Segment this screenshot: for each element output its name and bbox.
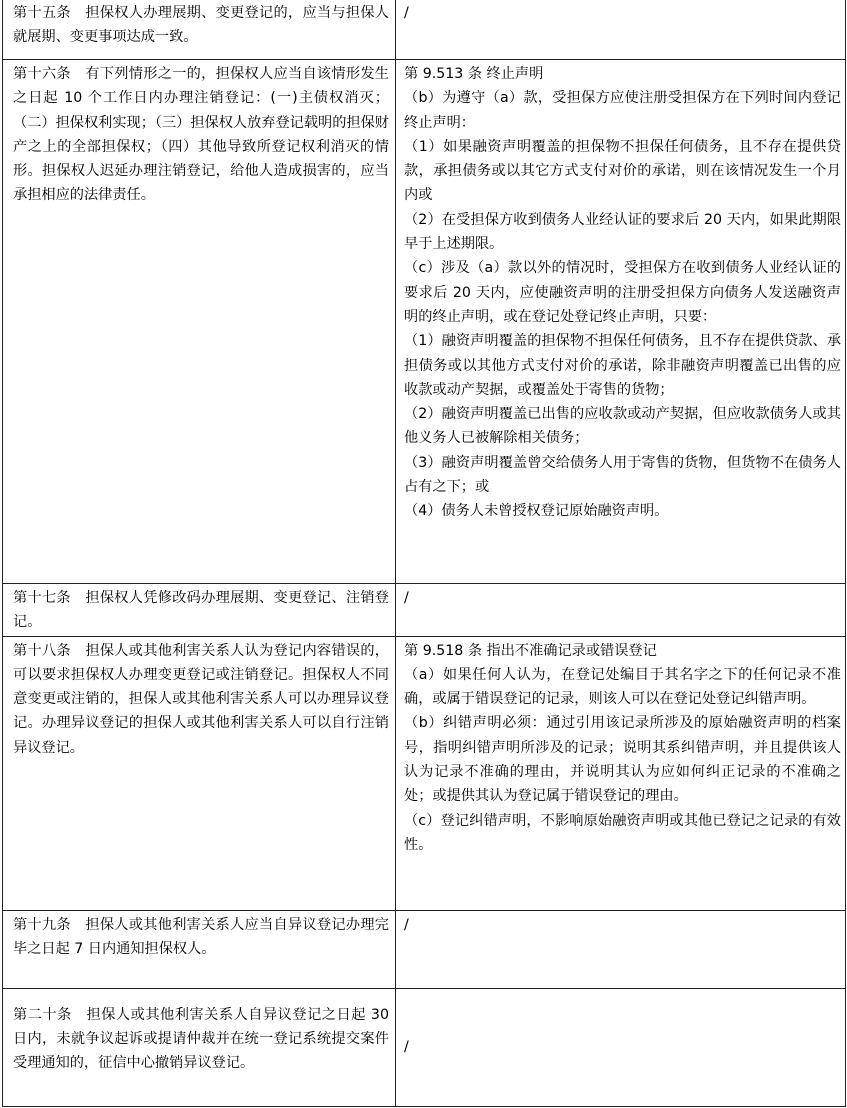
article-paragraph: （b）纠错声明必须：通过引用该记录所涉及的原始融资声明的档案号，指明纠错声明所涉及的记录；说明其系纠错声明，并且提供该人认为记录不准确的理由，并说明其认为应如何纠正记录的不准确之处；或提供其认为登记属于错误登记的理由。 bbox=[404, 715, 841, 805]
foreign-article-cell bbox=[396, 636, 846, 910]
foreign-article-cell bbox=[396, 584, 846, 637]
table-row bbox=[3, 910, 846, 988]
article-paragraph: （1）如果融资声明覆盖的担保物不担保任何债务，且不存在提供贷款，承担债务或以其它方式支付对价的承诺，则在该情况发生一个月内或 bbox=[404, 138, 841, 204]
domestic-article-cell bbox=[3, 988, 396, 1106]
article-text: 第二十条 担保人或其他利害关系人自异议登记之日起 30 日内，未就争议起诉或提请仲裁并在统一登记系统提交案件受理通知的，征信中心撤销异议登记。 bbox=[13, 1006, 389, 1072]
article-heading: 第 9.518 条 指出不准确记录或错误登记 bbox=[404, 642, 657, 659]
article-text: 第十八条 担保人或其他利害关系人认为登记内容错误的，可以要求担保权人办理变更登记或注销登记。担保权人不同意变更或注销的，担保人或其他利害关系人可以办理异议登记。办理异议登记的担保人或其他利害关系人可以自行注销异议登记。 bbox=[13, 642, 389, 756]
domestic-article-cell bbox=[3, 60, 396, 584]
foreign-article-cell bbox=[396, 910, 846, 988]
article-heading: 第 9.513 条 终止声明 bbox=[404, 66, 544, 82]
article-text: 第十七条 担保权人凭修改码办理展期、变更登记、注销登记。 bbox=[13, 590, 389, 631]
article-text: 第十五条 担保权人办理展期、变更登记的，应当与担保人就展期、变更事项达成一致。 bbox=[13, 5, 389, 46]
domestic-article-cell bbox=[3, 584, 396, 637]
empty-marker: / bbox=[404, 916, 409, 933]
table-row bbox=[3, 584, 846, 637]
table-row bbox=[3, 0, 846, 60]
article-paragraph: （2）在受担保方收到债务人业经认证的要求后 20 天内，如果此期限早于上述期限。 bbox=[404, 211, 841, 253]
empty-marker: / bbox=[404, 1039, 409, 1056]
article-paragraph: （c）涉及（a）款以外的情况时，受担保方在收到债务人业经认证的要求后 20 天内，应使融资声明的注册受担保方向债务人发送融资声明的终止声明，或在登记处登记终止声明，只要： bbox=[404, 260, 841, 325]
comparison-table bbox=[2, 0, 846, 1107]
article-paragraph: （1）融资声明覆盖的担保物不担保任何债务，且不存在提供贷款、承担债务或以其他方式支付对价的承诺，除非融资声明覆盖已出售的应收款或动产契据，或覆盖处于寄售的货物； bbox=[404, 333, 841, 398]
table-row bbox=[3, 636, 846, 910]
foreign-article-cell bbox=[396, 0, 846, 60]
domestic-article-cell bbox=[3, 636, 396, 910]
article-paragraph: （c）登记纠错声明，不影响原始融资声明或其他已登记之记录的有效性。 bbox=[404, 812, 841, 853]
foreign-article-cell bbox=[396, 988, 846, 1106]
article-paragraph: （4）债务人未曾授权登记原始融资声明。 bbox=[404, 503, 669, 520]
table-row bbox=[3, 60, 846, 584]
foreign-article-cell bbox=[396, 60, 846, 584]
table-row bbox=[3, 988, 846, 1106]
article-text: 第十六条 有下列情形之一的，担保权人应当自该情形发生之日起 10 个工作日内办理注销登记：(一)主债权消灭；（二）担保权利实现；（三）担保权人放弃登记载明的担保财产之上的全部担保权；（四）其他导致所登记权利消灭的情形。担保权人迟延办理注销登记，给他人造成损害的，应当承担相应的法律责任。 bbox=[13, 66, 389, 204]
article-paragraph: （b）为遵守（a）款，受担保方应使注册受担保方在下列时间内登记终止声明： bbox=[404, 90, 841, 131]
article-paragraph: （2）融资声明覆盖已出售的应收款或动产契据，但应收款债务人或其他义务人已被解除相关债务； bbox=[404, 406, 841, 447]
empty-marker: / bbox=[404, 5, 409, 21]
domestic-article-cell bbox=[3, 0, 396, 60]
article-paragraph: （3）融资声明覆盖曾交给债务人用于寄售的货物，但货物不在债务人占有之下；或 bbox=[404, 454, 841, 496]
empty-marker: / bbox=[404, 590, 409, 606]
domestic-article-cell bbox=[3, 910, 396, 988]
article-paragraph: （a）如果任何人认为，在登记处编目于其名字之下的任何记录不准确，或属于错误登记的记录，则该人可以在登记处登记纠错声明。 bbox=[404, 666, 841, 708]
article-text: 第十九条 担保人或其他利害关系人应当自异议登记办理完毕之日起 7 日内通知担保权人。 bbox=[13, 916, 389, 957]
